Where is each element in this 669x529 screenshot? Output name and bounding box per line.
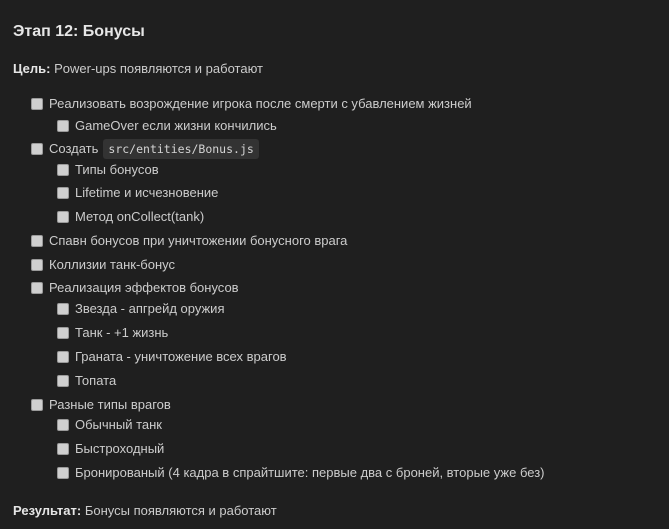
task-label: Метод onCollect(tank) [75,209,205,224]
checkbox[interactable] [57,187,69,199]
task-item-create-bonus [31,140,259,158]
checkbox[interactable] [31,399,43,411]
task-label: Звезда - апгрейд оружия [75,301,225,316]
task-label: Бронированый (4 кадра в спрайтшите: первые два с броней, вторые уже без) [75,465,545,480]
checkbox[interactable] [31,282,43,294]
checkbox[interactable] [31,235,43,247]
task-item-lifetime [57,184,218,202]
task-label: Разные типы врагов [49,397,171,412]
goal-text: Power-ups появляются и работают [54,61,263,76]
task-label: Коллизии танк-бонус [49,257,175,272]
task-item-grenade [57,348,287,366]
checkbox[interactable] [31,98,43,110]
result-text: Бонусы появляются и работают [84,503,277,518]
goal-line [13,60,263,78]
checkbox[interactable] [57,467,69,479]
checkbox[interactable] [57,120,69,132]
task-label: Обычный танк [75,417,162,432]
checkbox[interactable] [57,443,69,455]
task-item-effects [31,279,239,297]
task-label: Танк - +1 жизнь [75,325,169,340]
section-heading: Этап 12: Бонусы [13,23,145,40]
task-label: Типы бонусов [75,162,159,177]
task-item-oncollect [57,208,204,226]
task-label: Lifetime и исчезновение [75,185,219,200]
task-item-enemy-types [31,396,171,414]
checkbox[interactable] [57,375,69,387]
task-item-collisions [31,256,175,274]
task-item-bonus-types [57,161,159,179]
checkbox[interactable] [57,211,69,223]
task-label: Создать [49,141,99,156]
task-label: Топата [75,373,117,388]
task-label: Реализовать возрождение игрока после смерти с убавлением жизней [49,96,472,111]
checkbox[interactable] [31,143,43,155]
task-item-respawn [31,95,472,113]
checkbox[interactable] [57,419,69,431]
result-line [13,502,277,520]
inline-code-path: src/entities/Bonus.js [103,139,258,159]
checkbox[interactable] [57,303,69,315]
task-label: Спавн бонусов при уничтожении бонусного врага [49,233,348,248]
task-item-fast-tank [57,440,164,458]
result-label: Результат: [13,503,82,518]
task-label: Реализация эффектов бонусов [49,280,239,295]
task-item-tank-life [57,324,168,342]
task-item-spawn [31,232,347,250]
task-item-gameover [57,117,277,135]
task-item-shovel [57,372,116,390]
task-item-star [57,300,225,318]
checkbox[interactable] [57,164,69,176]
checkbox[interactable] [31,259,43,271]
task-item-armored-tank [57,464,544,482]
task-label: Граната - уничтожение всех врагов [75,349,287,364]
goal-label: Цель: [13,61,51,76]
task-item-regular-tank [57,416,162,434]
task-label: Быстроходный [75,441,165,456]
checkbox[interactable] [57,351,69,363]
task-label: GameOver если жизни кончились [75,118,277,133]
checkbox[interactable] [57,327,69,339]
